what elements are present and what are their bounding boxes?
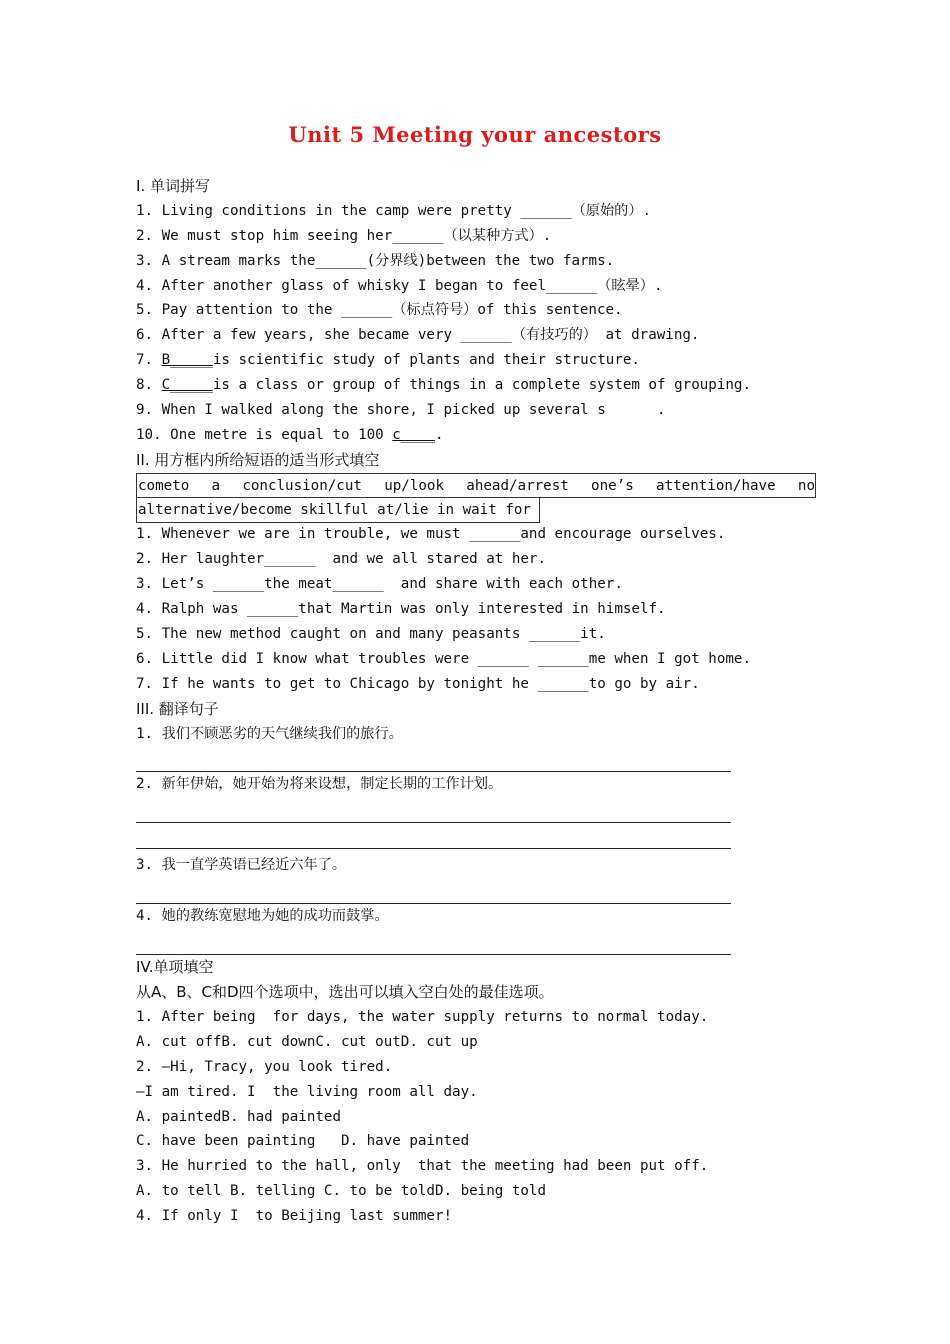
answer-line [136, 878, 731, 904]
phrase-item: 2. Her laughter______ and we all stared at her. [136, 551, 546, 568]
phrase-box-row [136, 498, 816, 523]
item-text: . [434, 426, 444, 443]
choice-line: 4. If only I to Beijing last summer! [136, 1208, 453, 1225]
item-number: 8. [136, 377, 162, 394]
item-number: 7. [136, 352, 162, 369]
item-text: is a class or group of things in a complete system of grouping. [212, 377, 751, 394]
translation-item: 2. 新年伊始，她开始为将来设想，制定长期的工作计划。 [136, 776, 503, 793]
spelling-item: 5. Pay attention to the ______（标点符号）of this sentence. [136, 302, 623, 319]
item-text: is scientific study of plants and their structure. [212, 352, 640, 369]
section-heading-phrases: II. 用方框内所给短语的适当形式填空 [136, 450, 380, 469]
phrase-box-line: cometo a conclusion/cut up/look ahead/arrest one’s attention/have no [136, 473, 816, 498]
phrase-box-line: alternative/become skillful at/lie in wait for [136, 498, 540, 524]
item-text: 10. One metre is equal to 100 [136, 426, 393, 443]
initial-letter-blank: B_____ [161, 352, 213, 369]
translation-item: 4. 她的教练宽慰地为她的成功而鼓掌。 [136, 908, 389, 925]
spelling-item: 9. When I walked along the shore, I picked up several s . [136, 402, 666, 419]
initial-letter-blank: c____ [392, 426, 435, 443]
choice-line: 1. After being for days, the water supply returns to normal today. [136, 1008, 709, 1025]
spelling-item: 6. After a few years, she became very ______（有技巧的） at drawing. [136, 327, 700, 344]
spelling-item: 2. We must stop him seeing her______（以某种方式）. [136, 227, 552, 244]
phrase-item: 1. Whenever we are in trouble, we must ______and encourage ourselves. [136, 526, 726, 543]
spelling-item: 3. A stream marks the______(分界线)between the two farms. [136, 252, 615, 269]
choice-line: C. have been painting D. have painted [136, 1133, 470, 1150]
choice-line: 2. —Hi, Tracy, you look tired. [136, 1058, 393, 1075]
choice-line: —I am tired. I the living room all day. [136, 1083, 478, 1100]
translation-item: 3. 我一直学英语已经近六年了。 [136, 857, 347, 874]
choice-line: 3. He hurried to the hall, only that the meeting had been put off. [136, 1158, 709, 1175]
spelling-item: 1. Living conditions in the camp were pretty ______（原始的）. [136, 202, 652, 219]
document-title: Unit 5 Meeting your ancestors [288, 122, 662, 147]
answer-line [136, 797, 731, 823]
phrase-item: 7. If he wants to get to Chicago by tonight he ______to go by air. [136, 675, 700, 692]
phrase-item: 3. Let’s ______the meat______ and share with each other. [136, 576, 623, 593]
choice-line: A. paintedB. had painted [136, 1108, 341, 1125]
section-heading-multiple-choice: IV.单项填空 [136, 958, 214, 977]
phrase-item: 4. Ralph was ______that Martin was only interested in himself. [136, 601, 666, 618]
answer-line [136, 929, 731, 955]
choice-line: A. to tell B. telling C. to be toldD. being told [136, 1183, 546, 1200]
exercise-content [136, 174, 816, 1229]
section-heading-translation: III. 翻译句子 [136, 699, 219, 718]
section-instruction: 从A、B、C和D四个选项中，选出可以填入空白处的最佳选项。 [136, 983, 554, 1002]
spelling-item [136, 423, 816, 448]
section-heading-spelling: I. 单词拼写 [136, 177, 210, 195]
phrase-item: 6. Little did I know what troubles were ______ ______me when I got home. [136, 650, 751, 667]
spelling-item: 4. After another glass of whisky I began to feel______（眩晕）. [136, 277, 663, 294]
spelling-item [136, 348, 816, 373]
answer-line [136, 823, 731, 849]
choice-line: A. cut offB. cut downC. cut outD. cut up [136, 1033, 478, 1050]
phrase-item: 5. The new method caught on and many peasants ______it. [136, 626, 606, 643]
translation-item: 1. 我们不顾恶劣的天气继续我们的旅行。 [136, 725, 403, 742]
initial-letter-blank: C_____ [161, 377, 213, 394]
spelling-item [136, 373, 816, 398]
answer-line [136, 746, 731, 772]
